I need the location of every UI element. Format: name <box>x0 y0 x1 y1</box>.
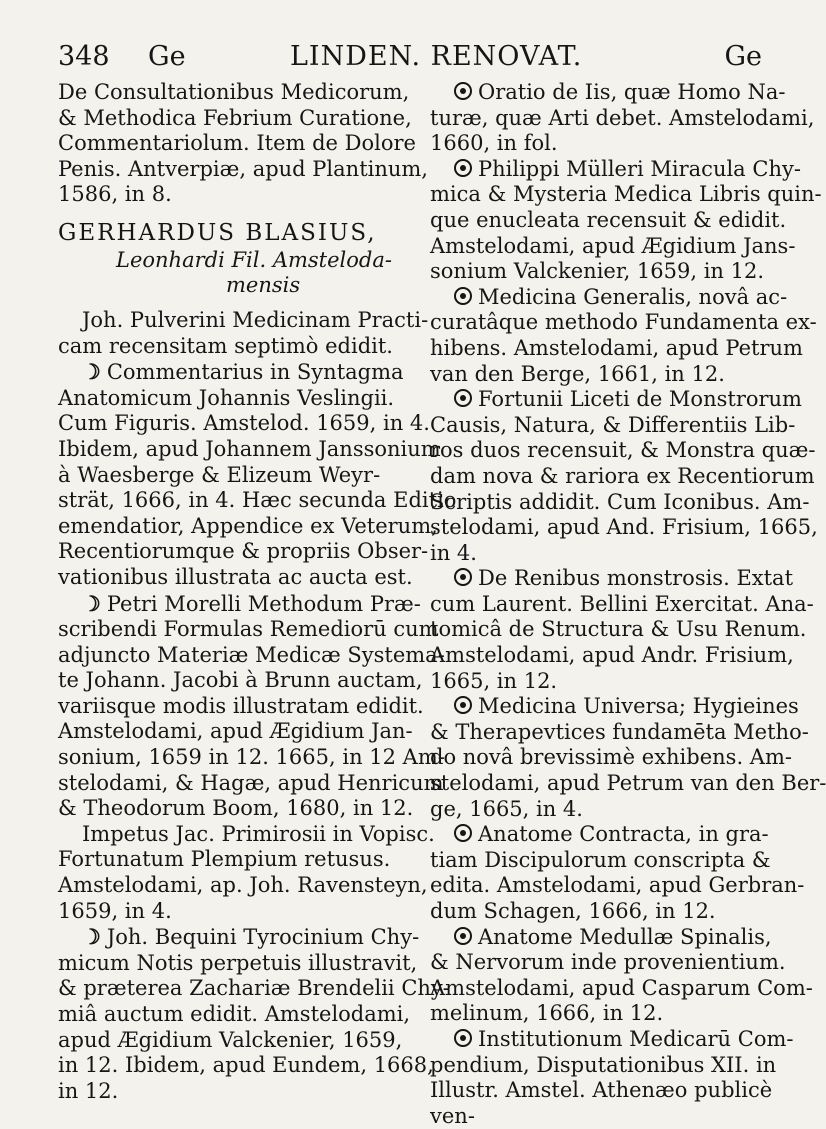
text-line <box>58 1002 411 1028</box>
text-line <box>430 463 815 490</box>
line-text: & Theodorum Boom, 1680, in 12. <box>58 796 414 821</box>
line-text: Impetus Jac. Primirosii in Vopisc. <box>82 821 435 846</box>
intro-paragraph <box>58 80 428 208</box>
line-text: 1586, in 8. <box>58 182 172 207</box>
line-text: Commentariolum. Item de Dolore <box>58 131 416 156</box>
text-line <box>58 539 429 565</box>
sun-symbol-icon <box>454 82 472 100</box>
bibliography-entry <box>430 80 815 157</box>
text-line <box>430 797 764 823</box>
text-line <box>430 182 822 208</box>
text-line <box>58 796 414 822</box>
line-text: dam nova & rariora ex Recentiorum <box>430 463 815 488</box>
text-line <box>430 822 769 848</box>
text-line <box>430 387 802 413</box>
line-text: sonium, 1659 in 12. 1665, in 12 Am- <box>58 745 445 770</box>
line-text: vationibus illustrata ac aucta est. <box>58 564 413 589</box>
line-text: & Nervorum inde provenientium. <box>430 950 786 975</box>
line-text: micum Notis perpetuis illustravit, <box>58 950 418 975</box>
text-line <box>58 745 445 771</box>
text-line <box>58 564 413 591</box>
text-line <box>58 924 420 951</box>
text-line <box>430 131 764 157</box>
moon-symbol-icon: ☽ <box>82 590 101 616</box>
sun-symbol-icon <box>454 389 472 407</box>
text-line <box>430 105 815 132</box>
text-line <box>430 975 813 1002</box>
right-column <box>430 80 826 1129</box>
line-text: Recentiorumque & propriis Obser- <box>58 539 429 564</box>
line-text: tomicâ de Structura & Usu Renum. <box>430 617 807 642</box>
sun-symbol-icon <box>454 927 472 945</box>
author-heading <box>58 218 400 298</box>
line-text: in 12. Ibidem, apud Eundem, 1668, <box>58 1053 434 1078</box>
text-line <box>430 745 792 771</box>
bibliography-entry <box>430 822 805 924</box>
line-text: Amstelodami, apud Ægidium Jans- <box>430 233 796 258</box>
text-line <box>58 821 435 848</box>
left-entries-list <box>58 307 457 1104</box>
line-text: stelodami, apud And. Frisium, 1665, <box>430 515 818 540</box>
sun-symbol-icon <box>454 696 472 714</box>
text-line <box>430 847 771 874</box>
text-line <box>430 1026 794 1053</box>
line-text: dum Schagen, 1666, in 12. <box>430 899 716 923</box>
text-line <box>430 233 796 260</box>
text-line <box>430 489 810 516</box>
line-text: Amstelodami, ap. Joh. Ravensteyn, <box>58 873 428 898</box>
sun-symbol-icon <box>454 1029 472 1047</box>
left-column <box>58 80 457 1104</box>
line-text: Fortunatum Plempium retusus. <box>58 847 391 872</box>
line-text: Joh. Bequini Tyrocinium Chy- <box>106 925 420 950</box>
line-text: & Therapevtices fundamēta Metho- <box>430 719 809 744</box>
line-text: sonium Valckenier, 1659, in 12. <box>430 259 765 284</box>
sun-symbol-icon <box>454 159 472 177</box>
bibliography-entry <box>58 307 429 359</box>
line-text: Anatomicum Johannis Veslingii. <box>58 385 395 410</box>
text-line <box>58 642 445 669</box>
line-text: hibens. Amstelodami, apud Petrum <box>430 335 803 360</box>
bibliography-entry <box>430 566 814 694</box>
text-line <box>58 899 400 925</box>
text-line <box>430 1104 764 1129</box>
line-text: Medicina Universa; Hygieines <box>478 694 799 719</box>
bibliography-entry <box>58 821 435 924</box>
author-subtitle-line-2: mensis <box>226 272 301 297</box>
line-text: De Consultationibus Medicorum, <box>58 80 410 104</box>
line-text: Penis. Antverpiæ, apud Plantinum, <box>58 156 428 181</box>
text-line <box>58 950 418 977</box>
line-text: Institutionum Medicarū Com- <box>478 1026 794 1051</box>
sun-symbol-icon <box>454 824 472 842</box>
header-left-tag: Ge <box>148 41 186 72</box>
text-line <box>430 566 794 592</box>
text-line <box>430 771 826 797</box>
line-text: Petri Morelli Methodum Præ- <box>106 591 421 616</box>
line-text: melinum, 1666, in 12. <box>430 1001 664 1026</box>
line-text: 1660, in fol. <box>430 131 558 156</box>
line-text: & Methodica Febrium Curatione, <box>58 105 412 130</box>
page-number: 348 <box>58 41 110 72</box>
line-text: Fortunii Liceti de Monstrorum <box>478 387 802 412</box>
text-line <box>58 334 400 360</box>
text-line <box>430 669 764 695</box>
text-line <box>58 307 429 334</box>
line-text: miâ auctum edidit. Amstelodami, <box>58 1002 411 1026</box>
line-text: Oratio de Iis, quæ Homo Na- <box>478 80 786 104</box>
header-right-tag: Ge <box>724 41 762 72</box>
line-text: Philippi Mülleri Miracula Chy- <box>478 156 801 181</box>
text-line <box>58 719 413 745</box>
text-line <box>58 131 416 157</box>
moon-symbol-icon: ☽ <box>82 924 101 950</box>
line-text: strät, 1666, in 4. Hæc secunda Editio <box>58 488 457 513</box>
text-line <box>58 463 400 489</box>
bibliography-entry <box>58 590 445 822</box>
line-text: De Renibus monstrosis. Extat <box>478 566 794 591</box>
line-text: Anatome Contracta, in gra- <box>478 822 769 847</box>
author-name: GERHARDUS BLASIUS, <box>58 219 377 246</box>
line-text: ros duos recensuit, & Monstra quæ- <box>430 438 816 463</box>
header-title: LINDEN. RENOVAT. <box>290 41 583 72</box>
text-line <box>58 156 428 183</box>
line-text: turæ, quæ Arti debet. Amstelodami, <box>430 105 815 130</box>
text-line <box>430 924 772 951</box>
line-text: scribendi Formulas Remediorū cum <box>58 617 439 642</box>
text-line <box>58 668 423 694</box>
line-text: cum Laurent. Bellini Exercitat. Ana- <box>430 591 814 616</box>
line-text: cam recensitam septimò edidit. <box>58 333 393 358</box>
line-text: te Johann. Jacobi à Brunn auctam, <box>58 668 423 693</box>
line-text: edita. Amstelodami, apud Gerbran- <box>430 873 805 898</box>
text-line <box>430 541 764 567</box>
text-line <box>58 693 424 720</box>
right-entries-list <box>430 80 826 1129</box>
line-text: Illustr. Amstel. Athenæo publicè <box>430 1078 773 1103</box>
text-line <box>430 1078 773 1104</box>
line-text: Amstelodami, apud Andr. Frisium, <box>430 643 794 668</box>
text-line <box>58 617 439 643</box>
text-line <box>430 1052 777 1079</box>
bibliography-entry <box>430 156 822 285</box>
line-text: do novâ brevissimè exhibens. Am- <box>430 745 792 770</box>
text-line <box>58 873 428 899</box>
text-line <box>430 873 805 899</box>
line-text: que enucleata recensuit & edidit. <box>430 207 787 232</box>
line-text: Medicina Generalis, novâ ac- <box>478 284 788 309</box>
text-line <box>58 1027 403 1054</box>
bibliography-entry <box>430 1026 794 1129</box>
line-text: adjuncto Materiæ Medicæ Systema- <box>58 642 445 667</box>
text-line <box>58 80 410 106</box>
text-line <box>430 335 803 362</box>
text-line <box>430 362 764 388</box>
line-text: pendium, Disputationibus XII. in <box>430 1052 777 1077</box>
line-text: 1659, in 4. <box>58 898 172 923</box>
text-line <box>430 156 801 183</box>
line-text: van den Berge, 1661, in 12. <box>430 361 725 386</box>
text-line <box>430 617 807 643</box>
text-line <box>58 386 400 412</box>
text-line <box>430 950 786 976</box>
line-text: stelodami, apud Petrum van den Ber- <box>430 771 826 796</box>
text-line <box>58 590 421 618</box>
running-header <box>58 40 762 80</box>
text-line <box>430 719 809 746</box>
bibliography-entry <box>430 694 826 822</box>
text-line <box>430 591 814 618</box>
bibliography-entry <box>430 924 813 1027</box>
line-text: Causis, Natura, & Differentiis Lib- <box>430 412 796 437</box>
line-text: variisque modis illustratam edidit. <box>58 693 424 718</box>
line-text: stelodami, & Hagæ, apud Henricum <box>58 770 444 795</box>
text-line <box>58 770 444 797</box>
sun-symbol-icon <box>454 287 472 305</box>
text-line <box>58 359 404 386</box>
text-line <box>58 105 412 132</box>
line-text: à Waesberge & Elizeum Weyr- <box>58 462 381 487</box>
text-line <box>430 694 799 720</box>
line-text: 1665, in 12. <box>430 668 558 693</box>
sun-symbol-icon <box>454 568 472 586</box>
text-line <box>58 1079 400 1105</box>
text-line <box>58 847 400 873</box>
line-text: & præterea Zachariæ Brendelii Chy- <box>58 976 450 1001</box>
line-text: emendatior, Appendice ex Veterum, <box>58 513 438 538</box>
line-text: Amstelodami, apud Ægidium Jan- <box>58 719 413 744</box>
text-line <box>58 182 400 208</box>
line-text: Cum Figuris. Amstelod. 1659, in 4. <box>58 411 430 436</box>
author-subtitle-line-1: Leonhardi Fil. Amstelodа- <box>116 247 392 272</box>
line-text: curatâque methodo Fundamenta ex- <box>430 310 817 335</box>
line-text: Ibidem, apud Johannem Janssonium <box>58 436 441 461</box>
text-line <box>58 513 438 540</box>
bibliography-entry <box>58 924 450 1104</box>
bibliography-entry <box>430 284 817 387</box>
text-line <box>430 899 764 925</box>
line-text: Amstelodami, apud Casparum Com- <box>430 975 813 1000</box>
text-line <box>430 284 788 311</box>
text-line <box>430 643 794 669</box>
bibliography-entry <box>58 359 457 590</box>
line-text: apud Ægidium Valckenier, 1659, <box>58 1027 403 1052</box>
text-line <box>58 1053 434 1079</box>
text-line <box>430 207 787 234</box>
line-text: Anatome Medullæ Spinalis, <box>478 924 772 949</box>
text-line <box>430 438 816 464</box>
moon-symbol-icon: ☽ <box>82 359 101 385</box>
text-line <box>58 976 450 1002</box>
text-line <box>430 310 817 336</box>
text-line <box>58 411 430 437</box>
line-text: in 4. <box>430 540 477 565</box>
text-line <box>58 436 441 463</box>
line-text: ven- <box>430 1103 475 1128</box>
text-line <box>430 515 818 541</box>
text-line <box>430 259 764 285</box>
bibliography-entry <box>430 387 818 566</box>
line-text: mica & Mysteria Medica Libris quin- <box>430 182 822 207</box>
text-line <box>430 412 796 439</box>
line-text: ge, 1665, in 4. <box>430 796 583 821</box>
text-line <box>58 488 457 514</box>
text-line <box>430 1001 764 1027</box>
line-text: tiam Discipulorum conscripta & <box>430 847 771 872</box>
line-text: Scriptis addidit. Cum Iconibus. Am- <box>430 489 810 514</box>
line-text: in 12. <box>58 1078 119 1103</box>
line-text: Joh. Pulverini Medicinam Practi- <box>82 307 429 332</box>
line-text: Commentarius in Syntagma <box>106 360 404 385</box>
text-line <box>430 80 786 106</box>
